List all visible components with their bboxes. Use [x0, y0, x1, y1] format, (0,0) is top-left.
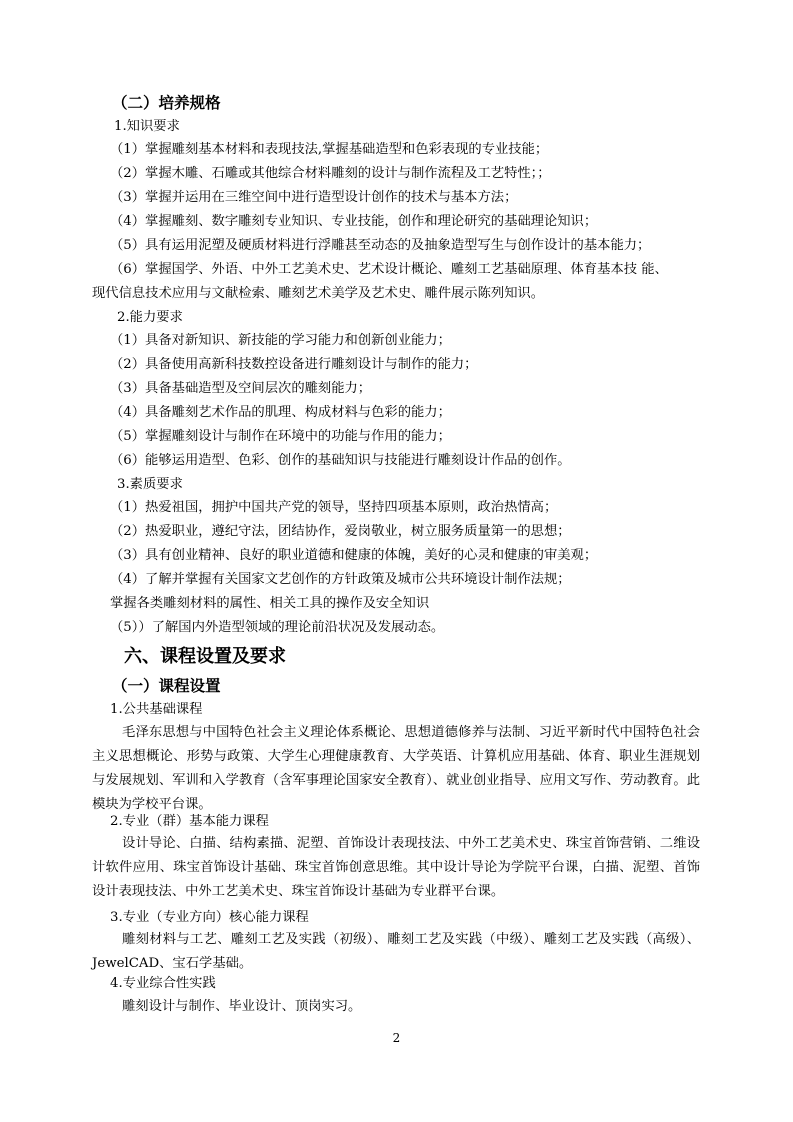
quality-item-4-continued: 掌握各类雕刻材料的属性、相关工具的操作及安全知识 [110, 596, 430, 611]
knowledge-item-3: （3）掌握并运用在三维空间中进行造型设计创作的技术与基本方法； [110, 190, 518, 205]
group-basic-text: 设计导论、白描、结构素描、泥塑、首饰设计表现技法、中外工艺美术史、珠宝首饰营销、二维设计软件应用、珠宝首饰设计基础、珠宝首饰创意思维。其中设计导论为学院平台课，白描、泥塑、首饰设计表现技法、中外工艺美术史、珠宝首饰设计基础为专业群平台课。 [92, 836, 700, 899]
ability-item-3: （3）具备基础造型及空间层次的雕刻能力； [110, 381, 372, 396]
quality-item-1: （1）热爱祖国，拥护中国共产党的领导，坚持四项基本原则，政治热情高； [110, 500, 558, 515]
ability-item-1: （1）具备对新知识、新技能的学习能力和创新创业能力； [110, 333, 451, 348]
knowledge-item-6: （6）掌握国学、外语、中外工艺美术史、艺术设计概论、雕刻工艺基础原理、体育基本技 能、 [110, 262, 668, 277]
knowledge-item-1: （1）掌握雕刻基本材料和表现技法,掌握基础造型和色彩表现的专业技能； [110, 142, 549, 157]
ability-title: 2.能力要求 [117, 310, 183, 325]
knowledge-item-4: （4）掌握雕刻、数字雕刻专业知识、专业技能，创作和理论研究的基础理论知识； [110, 214, 598, 229]
public-basic-title: 1.公共基础课程 [110, 702, 203, 717]
quality-item-2: （2）热爱职业，遵纪守法，团结协作，爱岗敬业，树立服务质量第一的思想； [110, 524, 571, 539]
ability-item-4: （4）具备雕刻艺术作品的肌理、构成材料与色彩的能力； [110, 405, 451, 420]
group-basic-title: 2.专业（群）基本能力课程 [110, 814, 269, 829]
knowledge-item-5: （5）具有运用泥塑及硬质材料进行浮雕甚至动态的及抽象造型写生与创作设计的基本能力； [110, 238, 651, 253]
quality-item-5: （5））了解国内外造型领域的理论前沿状况及发展动态。 [110, 620, 445, 635]
public-basic-text: 毛泽东思想与中国特色社会主义理论体系概论、思想道德修养与法制、习近平新时代中国特色社会主义思想概论、形势与政策、大学生心理健康教育、大学英语、计算机应用基础、体育、职业生涯规划与发展规划、军训和入学教育（含军事理论国家安全教育）、就业创业指导、应用文写作、劳动教育。此模块为学校平台课。 [92, 725, 700, 812]
knowledge-title: 1.知识要求 [114, 119, 180, 134]
ability-item-5: （5）掌握雕刻设计与制作在环境中的功能与作用的能力； [110, 429, 451, 444]
quality-title: 3.素质要求 [117, 477, 183, 492]
section-heading-course-setup: （一）课程设置 [112, 677, 221, 695]
ability-item-2: （2）具备使用高新科技数控设备进行雕刻设计与制作的能力； [110, 357, 478, 372]
page-number: 2 [392, 1031, 401, 1045]
section-heading-training-spec: （二）培养规格 [112, 94, 221, 112]
chapter-heading-curriculum: 六、课程设置及要求 [124, 646, 286, 667]
practice-text: 雕刻设计与制作、毕业设计、顶岗实习。 [122, 999, 362, 1014]
knowledge-item-6-continued: 现代信息技术应用与文献检索、雕刻艺术美学及艺术史、雕件展示陈列知识。 [92, 286, 545, 301]
quality-item-4: （4）了解并掌握有关国家文艺创作的方针政策及城市公共环境设计制作法规； [110, 572, 571, 587]
quality-item-3: （3）具有创业精神、良好的职业道德和健康的体魄，美好的心灵和健康的审美观； [110, 548, 598, 563]
practice-title: 4.专业综合性实践 [110, 976, 216, 991]
ability-item-6: （6）能够运用造型、色彩、创作的基础知识与技能进行雕刻设计作品的创作。 [110, 453, 571, 468]
core-text: 雕刻材料与工艺、雕刻工艺及实践（初级）、雕刻工艺及实践（中级）、雕刻工艺及实践（高级）、JewelCAD、宝石学基础。 [92, 932, 700, 971]
knowledge-item-2: （2）掌握木雕、石雕或其他综合材料雕刻的设计与制作流程及工艺特性；； [110, 166, 551, 181]
core-title: 3.专业（专业方向）核心能力课程 [110, 910, 309, 925]
